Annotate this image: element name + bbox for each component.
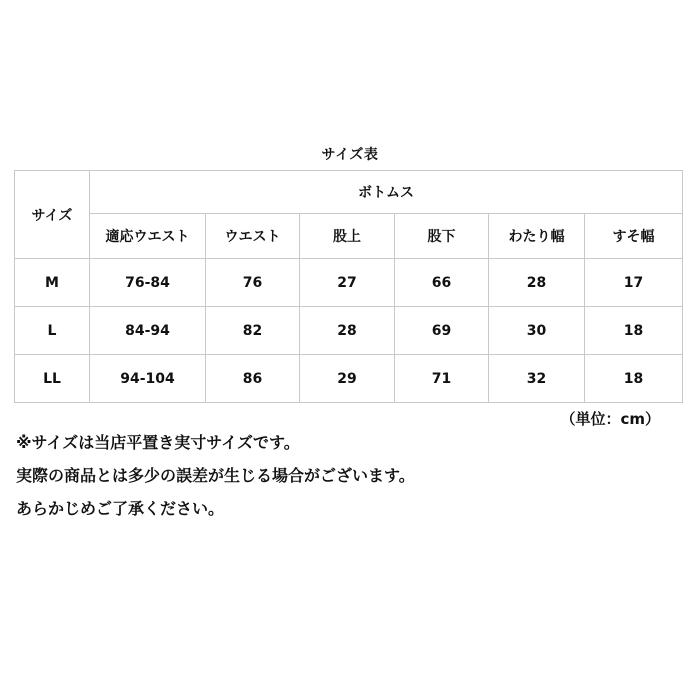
column-header-hem: すそ幅 — [585, 214, 683, 259]
table-cell: 28 — [489, 259, 585, 307]
column-header-rise: 股上 — [300, 214, 395, 259]
column-header-row — [15, 214, 683, 259]
table-cell: 18 — [585, 355, 683, 403]
table-cell: 76 — [206, 259, 300, 307]
table-cell: 27 — [300, 259, 395, 307]
table-cell: 30 — [489, 307, 585, 355]
group-header-row — [15, 171, 683, 214]
table-cell: 82 — [206, 307, 300, 355]
row-size-label: L — [15, 307, 90, 355]
table-cell: 76-84 — [90, 259, 206, 307]
row-size-label: LL — [15, 355, 90, 403]
table-cell: 66 — [395, 259, 489, 307]
note-line: 実際の商品とは多少の誤差が生じる場合がございます。 — [16, 466, 415, 485]
unit-label: （単位：cm） — [560, 410, 660, 428]
size-table — [14, 170, 683, 403]
row-size-label: M — [15, 259, 90, 307]
table-cell: 71 — [395, 355, 489, 403]
table-row — [15, 307, 683, 355]
table-cell: 29 — [300, 355, 395, 403]
column-header-waist: ウエスト — [206, 214, 300, 259]
column-header-inseam: 股下 — [395, 214, 489, 259]
notes — [16, 431, 415, 530]
table-cell: 28 — [300, 307, 395, 355]
table-cell: 86 — [206, 355, 300, 403]
group-header: ボトムス — [90, 171, 683, 214]
table-title: サイズ表 — [321, 147, 379, 163]
table-cell: 18 — [585, 307, 683, 355]
table-cell: 69 — [395, 307, 489, 355]
note-line: ※サイズは当店平置き実寸サイズです。 — [16, 433, 300, 452]
note-line: あらかじめご了承ください。 — [16, 499, 225, 518]
table-row — [15, 259, 683, 307]
table-cell: 84-94 — [90, 307, 206, 355]
table-cell: 32 — [489, 355, 585, 403]
table-cell: 17 — [585, 259, 683, 307]
table-cell: 94-104 — [90, 355, 206, 403]
table-row — [15, 355, 683, 403]
column-header-waist-range: 適応ウエスト — [90, 214, 206, 259]
column-header-thigh: わたり幅 — [489, 214, 585, 259]
size-column-header: サイズ — [15, 171, 90, 259]
